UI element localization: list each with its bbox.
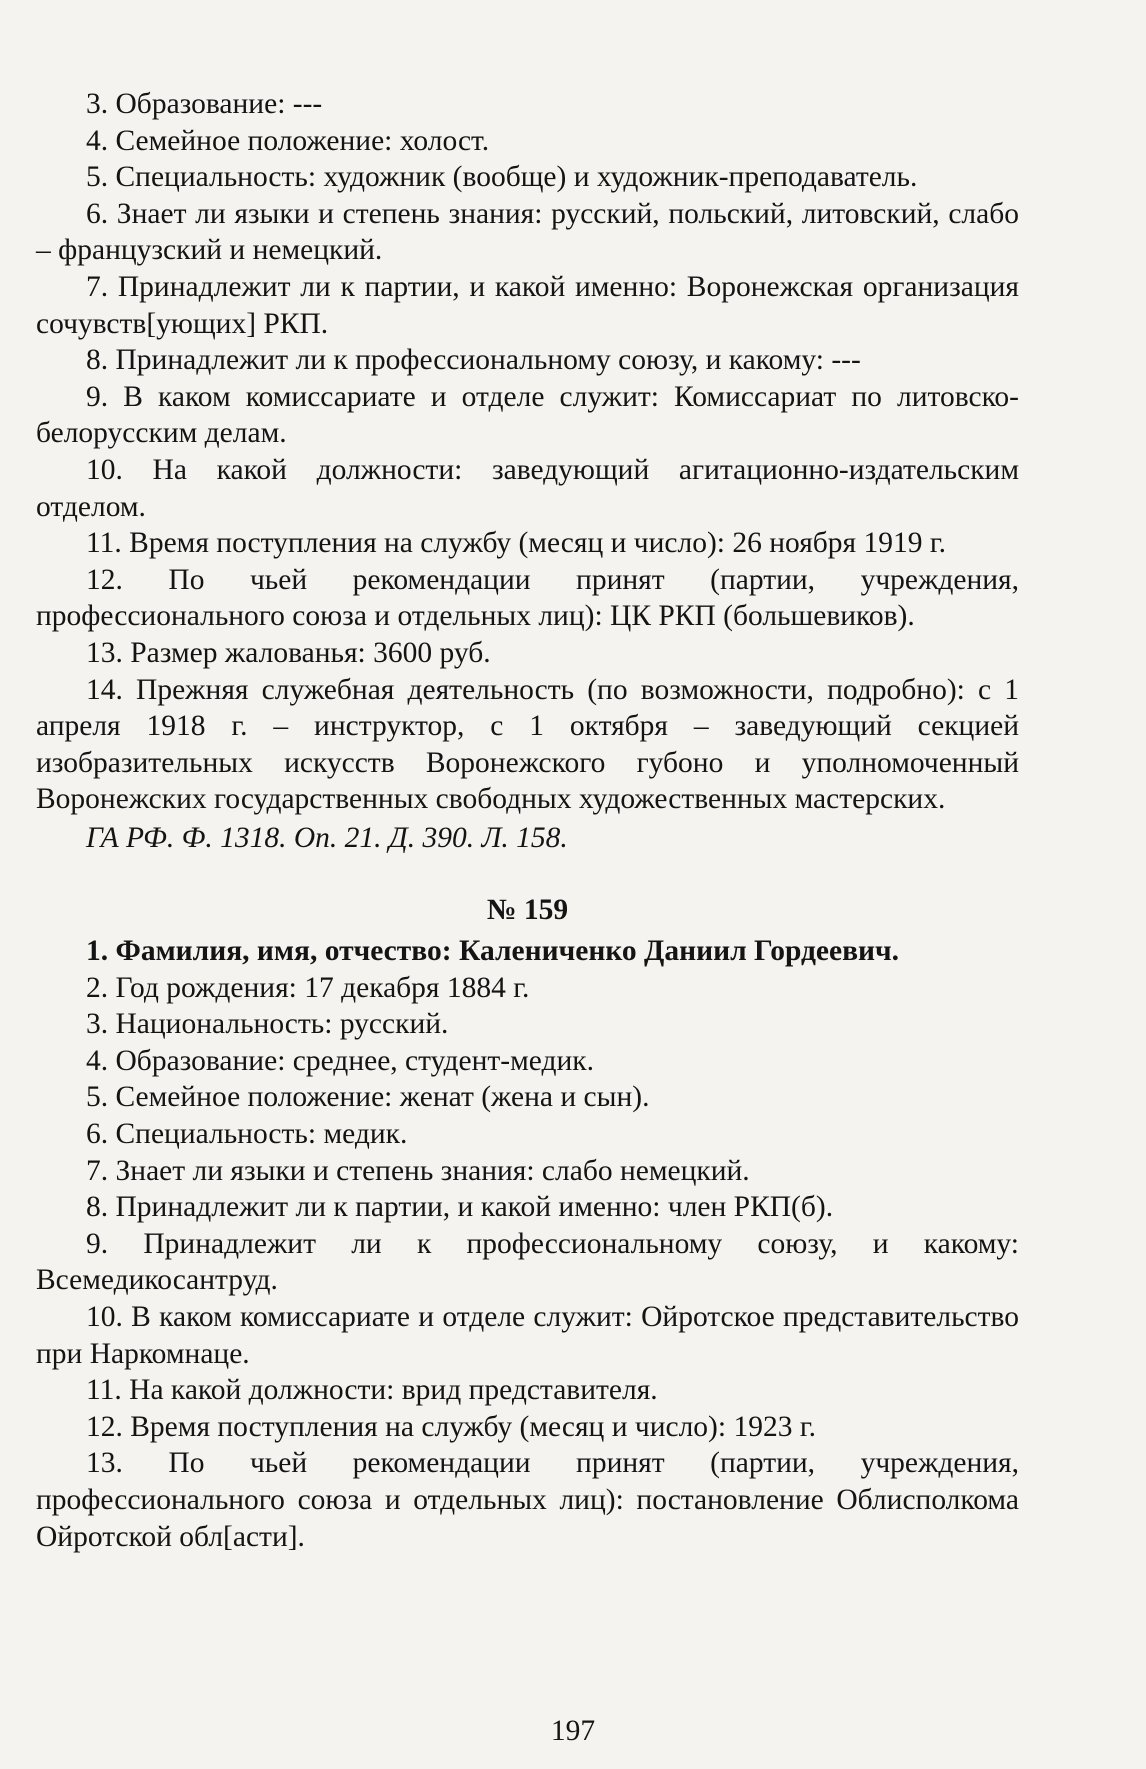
- field-languages: 6. Знает ли языки и степень знания: русский, польский, литовский, слабо – французский и немецкий.: [36, 197, 1019, 267]
- archive-source: ГА РФ. Ф. 1318. Оп. 21. Д. 390. Л. 158.: [86, 821, 568, 854]
- field-specialty: 6. Специальность: медик.: [86, 1118, 408, 1151]
- page-number: 197: [550, 1715, 596, 1747]
- field-previous-activity: 14. Прежняя служебная деятельность (по возможности, подробно): с 1 апреля 1918 г. – инструктор, с 1 октября – заведующий секцией изобразительных искусств Воронежского губоно и уполномоченный Воронежских государственных свободных художественных мастерских.: [36, 673, 1019, 816]
- field-position: 11. На какой должности: врид представителя.: [86, 1374, 658, 1407]
- field-marital-status: 4. Семейное положение: холост.: [86, 124, 490, 157]
- field-commissariat: 10. В каком комиссариате и отделе служит: Ойротское представительство при Наркомнаце.: [36, 1301, 1019, 1370]
- field-party: 8. Принадлежит ли к партии, и какой именно: член РКП(б).: [86, 1191, 834, 1224]
- field-position: 10. На какой должности: заведующий агитационно-издательским отделом.: [36, 453, 1019, 523]
- field-union: 9. Принадлежит ли к профессиональному союзу, и какому: Всемедикосантруд.: [36, 1227, 1019, 1297]
- field-specialty: 5. Специальность: художник (вообще) и художник-преподаватель.: [86, 161, 918, 194]
- record-159: [36, 933, 1019, 1555]
- field-party: 7. Принадлежит ли к партии, и какой именно: Воронежская организация сочувств[ующих] РКП.: [36, 270, 1019, 340]
- field-birth-year: 2. Год рождения: 17 декабря 1884 г.: [86, 971, 530, 1004]
- field-union: 8. Принадлежит ли к профессиональному союзу, и какому: ---: [86, 344, 861, 377]
- document-page: [36, 86, 1019, 1555]
- record-number: № 159: [486, 894, 569, 927]
- field-commissariat: 9. В каком комиссариате и отделе служит: Комиссариат по литовско-белорусским делам.: [36, 380, 1019, 450]
- field-education: 3. Образование: ---: [86, 88, 323, 120]
- field-start-date: 11. Время поступления на службу (месяц и число): 26 ноября 1919 г.: [86, 527, 946, 560]
- field-recommendation: 13. По чьей рекомендации принят (партии, учреждения, профессионального союза и отдельных лиц): постановление Облисполкома Ойротской обл[асти].: [36, 1447, 1019, 1553]
- field-full-name: 1. Фамилия, имя, отчество: Калениченко Даниил Гордеевич.: [86, 935, 900, 968]
- field-marital-status: 5. Семейное положение: женат (жена и сын).: [86, 1081, 650, 1114]
- field-languages: 7. Знает ли языки и степень знания: слабо немецкий.: [86, 1154, 750, 1187]
- field-recommendation: 12. По чьей рекомендации принят (партии, учреждения, профессионального союза и отдельных лиц): ЦК РКП (большевиков).: [36, 563, 1019, 633]
- field-salary: 13. Размер жалованья: 3600 руб.: [86, 636, 491, 669]
- record-158-continuation: [36, 86, 1019, 856]
- field-education: 4. Образование: среднее, студент-медик.: [86, 1044, 595, 1077]
- field-start-date: 12. Время поступления на службу (месяц и число): 1923 г.: [86, 1410, 816, 1443]
- field-nationality: 3. Национальность: русский.: [86, 1008, 449, 1041]
